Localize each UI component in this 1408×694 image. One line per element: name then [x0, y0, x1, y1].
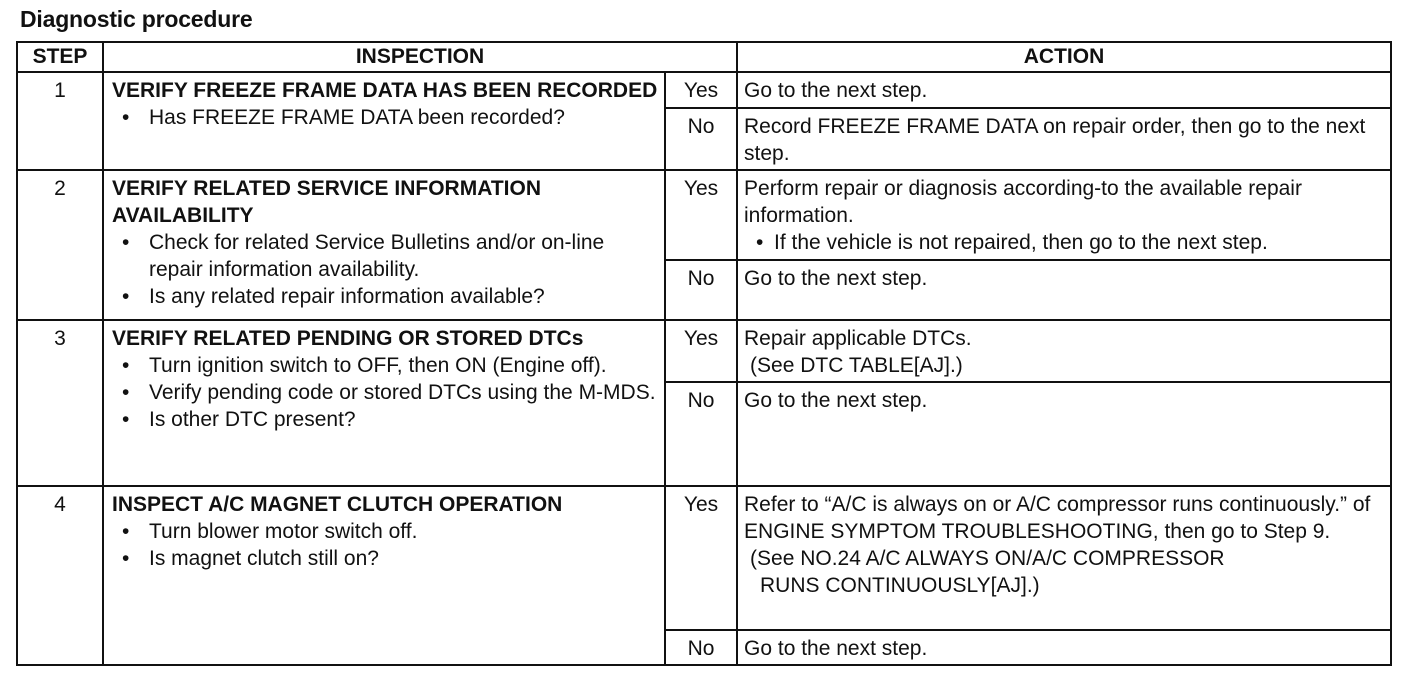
yes-label: Yes: [665, 72, 737, 108]
no-action: Record FREEZE FRAME DATA on repair order, then go to the next step.: [737, 108, 1391, 170]
list-item: • If the vehicle is not repaired, then go to the next step.: [744, 229, 1382, 256]
no-action: Go to the next step.: [737, 260, 1391, 320]
inspection-cell: [103, 486, 665, 665]
no-label: No: [665, 382, 737, 486]
inspection-cell: [103, 170, 665, 320]
inspection-bullets: [112, 518, 658, 572]
inspection-bullets: [112, 229, 658, 310]
inspection-bullets: [112, 352, 658, 433]
table-row: [17, 320, 1391, 382]
step-number: 3: [17, 320, 103, 486]
header-step: STEP: [17, 42, 103, 72]
no-action: Go to the next step.: [737, 630, 1391, 665]
list-item: • Turn ignition switch to OFF, then ON (Engine off).: [112, 352, 658, 379]
dtc-table-reference: (See DTC TABLE[AJ].): [750, 354, 963, 377]
yes-action: Go to the next step.: [737, 72, 1391, 108]
inspection-heading: VERIFY FREEZE FRAME DATA HAS BEEN RECORDED: [112, 79, 658, 102]
yes-action-cell: [737, 486, 1391, 630]
no-label: No: [665, 260, 737, 320]
list-item: • Has FREEZE FRAME DATA been recorded?: [112, 104, 658, 131]
symptom-reference-line-2: RUNS CONTINUOUSLY[AJ].): [760, 574, 1040, 597]
list-item: • Is any related repair information available?: [112, 283, 658, 310]
header-inspection: INSPECTION: [103, 42, 737, 72]
action-bullets: [744, 229, 1382, 256]
inspection-cell: [103, 72, 665, 170]
list-item: • Turn blower motor switch off.: [112, 518, 658, 545]
yes-action-cell: [737, 170, 1391, 260]
yes-action: Repair applicable DTCs.: [744, 327, 972, 350]
inspection-cell: [103, 320, 665, 486]
yes-label: Yes: [665, 170, 737, 260]
yes-label: Yes: [665, 486, 737, 630]
header-action: ACTION: [737, 42, 1391, 72]
inspection-heading: VERIFY RELATED SERVICE INFORMATION AVAILABILITY: [112, 177, 541, 227]
header-row: [17, 42, 1391, 72]
yes-action: Refer to “A/C is always on or A/C compressor runs continuously.” of ENGINE SYMPTOM TROUBLESHOOTING, then go to Step 9.: [744, 493, 1371, 543]
inspection-bullets: [112, 104, 658, 131]
page-title: Diagnostic procedure: [20, 6, 253, 32]
table-row: [17, 486, 1391, 630]
yes-action: Perform repair or diagnosis according-to the available repair information.: [744, 177, 1302, 227]
step-number: 1: [17, 72, 103, 170]
no-label: No: [665, 630, 737, 665]
diagnostic-table: [16, 41, 1392, 666]
step-number: 4: [17, 486, 103, 665]
list-item: • Check for related Service Bulletins and/or on-line repair information availability.: [112, 229, 658, 283]
inspection-heading: INSPECT A/C MAGNET CLUTCH OPERATION: [112, 493, 563, 516]
no-label: No: [665, 108, 737, 170]
no-action: Go to the next step.: [737, 382, 1391, 486]
list-item: • Is magnet clutch still on?: [112, 545, 658, 572]
yes-action-cell: [737, 320, 1391, 382]
table-row: [17, 170, 1391, 260]
symptom-reference-line-1: (See NO.24 A/C ALWAYS ON/A/C COMPRESSOR: [750, 547, 1225, 570]
yes-label: Yes: [665, 320, 737, 382]
inspection-heading: VERIFY RELATED PENDING OR STORED DTCs: [112, 327, 584, 350]
table-row: [17, 72, 1391, 108]
list-item: • Is other DTC present?: [112, 406, 658, 433]
list-item: • Verify pending code or stored DTCs using the M-MDS.: [112, 379, 658, 406]
step-number: 2: [17, 170, 103, 320]
